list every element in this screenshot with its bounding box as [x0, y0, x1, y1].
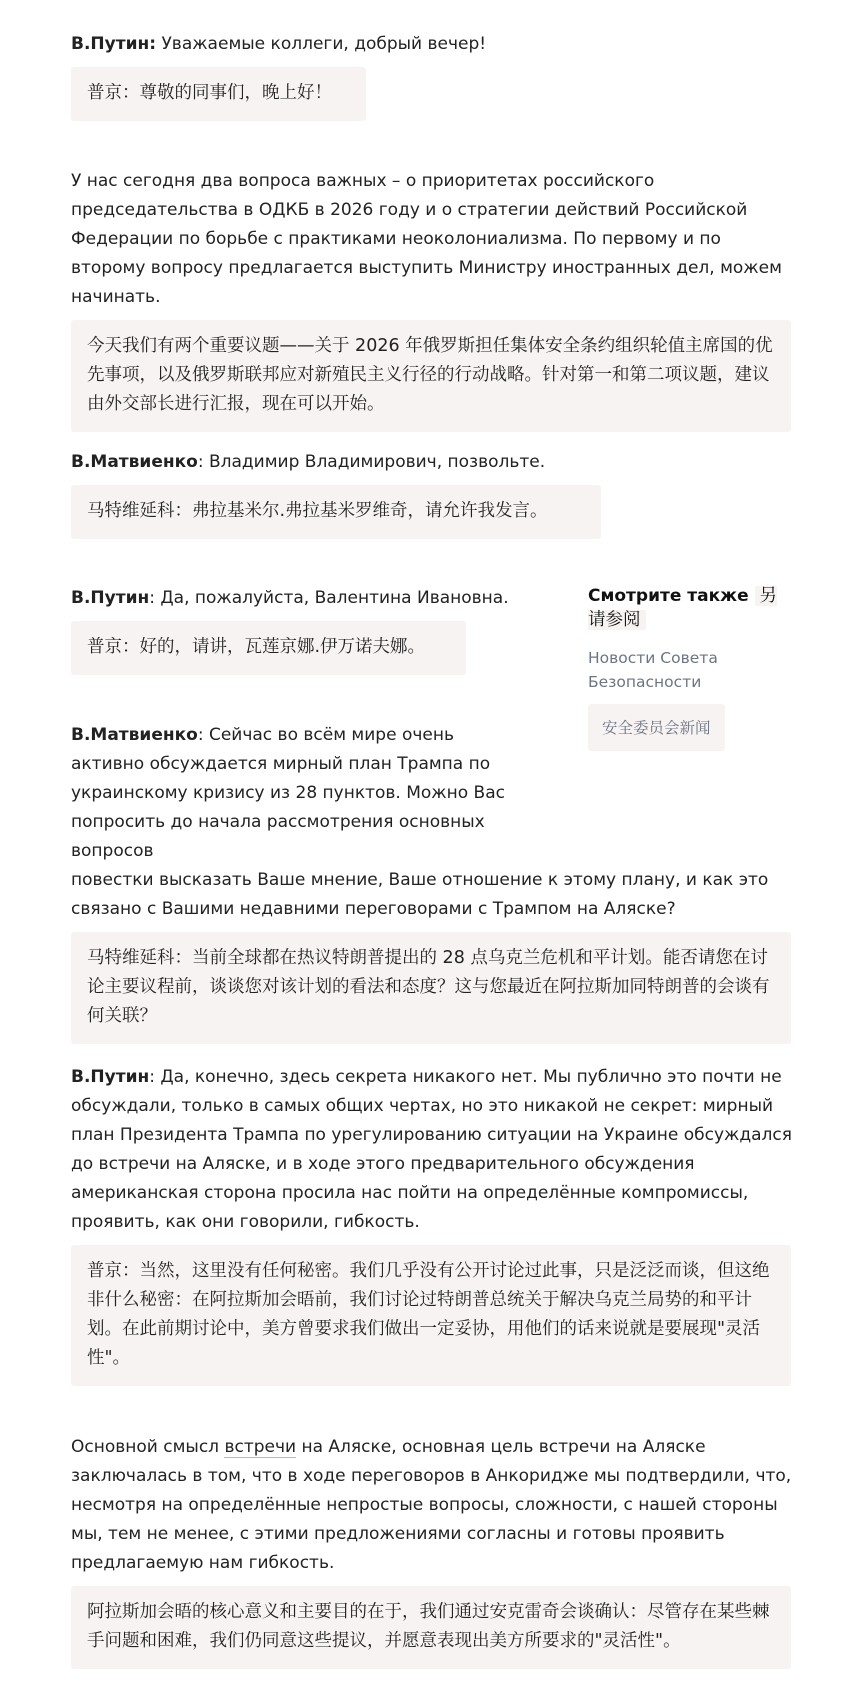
- speech-text: : Владимир Владимирович, позвольте.: [197, 452, 546, 472]
- chinese-translation: 普京：好的，请讲，瓦莲京娜.伊万诺夫娜。: [71, 621, 466, 675]
- transcript-block-6: [71, 1063, 793, 1386]
- speech-paragraph: [71, 448, 601, 477]
- speech-text: : Да, пожалуйста, Валентина Ивановна.: [149, 588, 509, 608]
- see-also-panel: [588, 584, 794, 751]
- meeting-link[interactable]: встречи: [224, 1437, 297, 1457]
- speech-text: : Сейчас во всём мире очень активно обсуждается мирный план Трампа по украинскому кризису из 28 пунктов. Можно Вас попросить до начала рассмотрения основных вопросов: [71, 725, 505, 861]
- speaker-name: В.Матвиенко: [71, 452, 198, 472]
- speaker-name: В.Матвиенко: [71, 725, 198, 745]
- transcript-block-7: [71, 1433, 793, 1669]
- speech-paragraph: [71, 1063, 793, 1237]
- see-also-title: [588, 584, 794, 632]
- chinese-translation: 普京：尊敬的同事们，晚上好！: [71, 67, 366, 121]
- speech-text: : Да, конечно, здесь секрета никакого нет. Мы публично это почти не обсуждали, только в самых общих чертах, но это никакой не секрет: мирный план Президента Трампа по урегулированию ситуации на Украине обсуждался до встречи на Аляске, и в ходе этого предварительного обсуждения американская сторона просила нас пойти на определённые компромиссы, проявить, как они говорили, гибкость.: [71, 1067, 792, 1232]
- speech-text: на Аляске, основная цель встречи на Аляске заключалась в том, что в ходе переговоров в Анкоридже мы подтвердили, что, несмотря на определённые непростые вопросы, сложности, с нашей стороны мы, тем не менее, с этими предложениями согласны и готовы проявить предлагаемую нам гибкость.: [71, 1437, 792, 1573]
- security-council-news-link[interactable]: Новости Совета Безопасности: [588, 649, 718, 691]
- speaker-name: В.Путин:: [71, 34, 157, 54]
- see-also-title-translation: 另请参阅: [588, 586, 778, 630]
- transcript-block-5: [71, 721, 793, 1044]
- speech-paragraph-continued: повестки высказать Ваше мнение, Ваше отношение к этому плану, и как это связано с Вашими недавними переговорами с Трампом на Аляске?: [71, 870, 769, 919]
- speech-text: Уважаемые коллеги, добрый вечер!: [156, 34, 487, 54]
- speech-paragraph: У нас сегодня два вопроса важных – о приоритетах российского председательства в ОДКБ в 2026 году и о стратегии действий Российской Федерации по борьбе с практиками неоколониализма. По первому и по второму вопросу предлагается выступить Министру иностранных дел, можем начинать.: [71, 171, 782, 307]
- security-council-news-translation: 安全委员会新闻: [588, 704, 725, 751]
- chinese-translation: 今天我们有两个重要议题——关于 2026 年俄罗斯担任集体安全条约组织轮值主席国的优先事项，以及俄罗斯联邦应对新殖民主义行径的行动战略。针对第一和第二项议题，建议由外交部长进行汇报，现在可以开始。: [71, 320, 791, 432]
- speech-paragraph: [71, 721, 531, 866]
- speech-text: Основной смысл: [71, 1437, 225, 1457]
- chinese-translation: 马特维延科：弗拉基米尔.弗拉基米罗维奇，请允许我发言。: [71, 485, 601, 539]
- speech-paragraph: [71, 584, 509, 613]
- chinese-translation: 阿拉斯加会晤的核心意义和主要目的在于，我们通过安克雷奇会谈确认：尽管存在某些棘手问题和困难，我们仍同意这些提议，并愿意表现出美方所要求的"灵活性"。: [71, 1586, 791, 1669]
- speaker-name: В.Путин: [71, 588, 150, 608]
- see-also-title-text: Смотрите также: [588, 586, 749, 606]
- transcript-block-3: [71, 448, 601, 539]
- speech-paragraph: [71, 1433, 793, 1578]
- speech-paragraph: [71, 30, 486, 59]
- transcript-block-2: [71, 167, 793, 432]
- transcript-block-4: [71, 584, 509, 675]
- chinese-translation: 普京：当然，这里没有任何秘密。我们几乎没有公开讨论过此事，只是泛泛而谈，但这绝非什么秘密：在阿拉斯加会晤前，我们讨论过特朗普总统关于解决乌克兰局势的和平计划。在此前期讨论中，美方曾要求我们做出一定妥协，用他们的话来说就是要展现"灵活性"。: [71, 1245, 791, 1386]
- speaker-name: В.Путин: [71, 1067, 150, 1087]
- chinese-translation: 马特维延科：当前全球都在热议特朗普提出的 28 点乌克兰危机和平计划。能否请您在讨论主要议程前，谈谈您对该计划的看法和态度？这与您最近在阿拉斯加同特朗普的会谈有何关联？: [71, 932, 791, 1044]
- transcript-block-1: [71, 30, 486, 121]
